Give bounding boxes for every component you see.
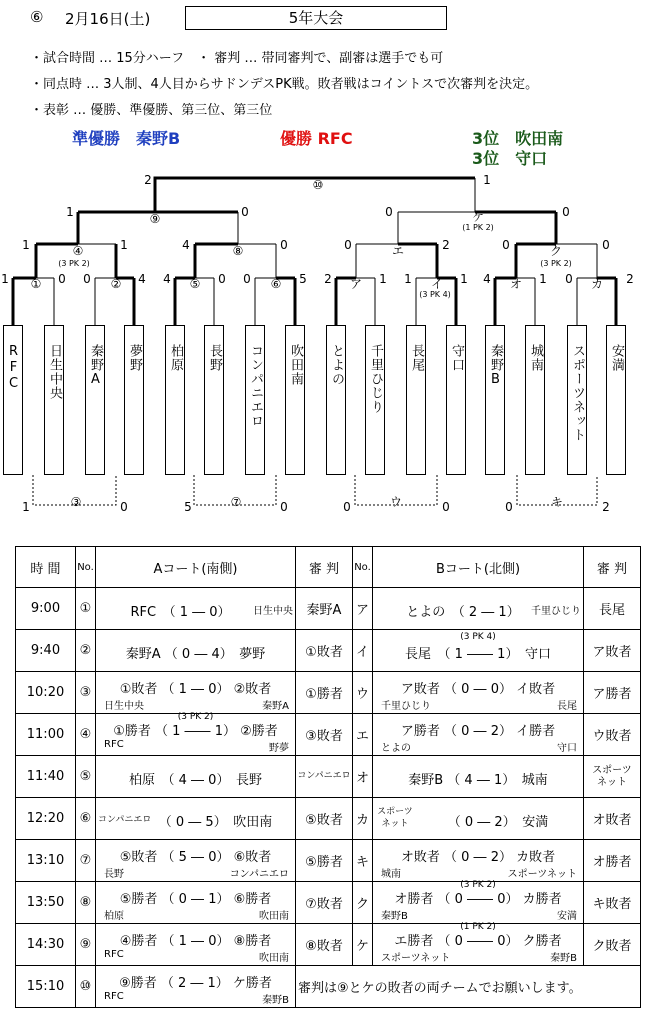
team-name: スポーツネット: [377, 807, 413, 829]
score: 4: [483, 272, 491, 286]
score: 0: [280, 238, 288, 252]
match-text: ⑤敗者 （ 5 ― 0） ⑥敗者: [119, 850, 272, 865]
score: 0: [442, 500, 450, 514]
table-row: [16, 840, 641, 882]
referee-b: 長尾: [584, 588, 641, 630]
row-no-b: ウ: [353, 672, 373, 714]
score: 2: [602, 500, 610, 514]
court-b-match: [373, 924, 584, 966]
row-no-b: エ: [353, 714, 373, 756]
pk-4: (3 PK 2): [58, 259, 90, 268]
row-time: 14:30: [16, 924, 76, 966]
court-b-match: [373, 672, 584, 714]
referee-a: コンパニエロ: [296, 756, 353, 798]
row-time: 12:20: [16, 798, 76, 840]
row-no-a: ⑥: [76, 798, 96, 840]
team-box: 秦野B: [485, 325, 505, 475]
team-name: 日生中央: [253, 606, 293, 617]
header-referee-b: 審 判: [584, 547, 641, 588]
team-name: 城南: [381, 869, 401, 880]
header-referee-a: 審 判: [296, 547, 353, 588]
team-name: 野夢: [269, 743, 289, 754]
court-a-match: [96, 840, 296, 882]
row-no-b: カ: [353, 798, 373, 840]
pk-result: (1 PK 2): [460, 922, 496, 932]
team-name: スポーツネット: [507, 869, 577, 880]
event-title: 5年大会: [185, 6, 447, 30]
row-time: 15:10: [16, 966, 76, 1008]
team-name: 日生中央: [104, 701, 144, 712]
match-text: ⑤勝者 （ 0 ― 1） ⑥勝者: [119, 892, 272, 907]
court-a-match: [96, 630, 296, 672]
header-court-b: Bコート(北側): [373, 547, 584, 588]
team-box: 秦野A: [85, 325, 105, 475]
table-row: [16, 756, 641, 798]
team-name: とよの: [381, 743, 411, 754]
match-8-label: ⑧: [232, 244, 244, 258]
header-no: No.: [76, 547, 96, 588]
row-no-b: ケ: [353, 924, 373, 966]
table-row: [16, 672, 641, 714]
row-time: 11:00: [16, 714, 76, 756]
court-a-match: [96, 672, 296, 714]
court-b-match: [373, 756, 584, 798]
team-name: 長野: [104, 869, 124, 880]
team-name: スポーツネット: [381, 953, 451, 964]
team-name: 守口: [557, 743, 577, 754]
score: 1: [460, 272, 468, 286]
match-10-label: ⑩: [312, 178, 324, 192]
team-name: コンパニエロ: [229, 869, 289, 880]
team-box: 長野: [204, 325, 224, 475]
header-court-a: Aコート(南側): [96, 547, 296, 588]
match-date: 2月16日(土): [65, 10, 151, 28]
score: 0: [565, 272, 573, 286]
match-4-label: ④: [72, 244, 84, 258]
match-3-label: ③: [70, 495, 82, 509]
referee-a: ③敗者: [296, 714, 353, 756]
match-number: ⑥: [30, 8, 44, 26]
match-7-label: ⑦: [230, 495, 242, 509]
third-place-1: 3位 吹田南: [472, 129, 564, 148]
row-no-a: ⑦: [76, 840, 96, 882]
score: 0: [602, 238, 610, 252]
team-name: RFC: [104, 739, 124, 750]
court-a-match: [96, 882, 296, 924]
match-text: ア勝者 （ 0 ― 2） イ勝者: [400, 724, 556, 739]
team-box: 吹田南: [285, 325, 305, 475]
score: 1: [66, 205, 74, 219]
match-ki-label: キ: [550, 495, 564, 509]
score: 0: [502, 238, 510, 252]
referee-a: ⑦敗者: [296, 882, 353, 924]
score: 2: [144, 173, 152, 187]
court-b-match: [373, 798, 584, 840]
team-name: 吹田南: [259, 911, 289, 922]
team-name: 秦野B: [550, 953, 577, 964]
score: 0: [505, 500, 513, 514]
match-text: ア敗者 （ 0 ― 0） イ敗者: [400, 682, 556, 697]
match-ku-label: ク: [549, 244, 563, 258]
match-5-label: ⑤: [189, 277, 201, 291]
row-time: 10:20: [16, 672, 76, 714]
match-1-label: ①: [30, 277, 42, 291]
match-i-label: イ: [430, 277, 444, 291]
court-b-match: [373, 588, 584, 630]
team-box: 守口: [446, 325, 466, 475]
score: 0: [562, 205, 570, 219]
court-a-match: [96, 588, 296, 630]
pk-result: (3 PK 2): [177, 712, 214, 722]
score: 2: [626, 272, 634, 286]
referee-b: ア敗者: [584, 630, 641, 672]
score: 5: [299, 272, 307, 286]
court-a-match: [96, 798, 296, 840]
score: 0: [280, 500, 288, 514]
match-text: とよの （ 2 ― 1）: [406, 605, 520, 620]
score: 0: [243, 272, 251, 286]
score: 1: [120, 238, 128, 252]
score: 1: [483, 173, 491, 187]
score: 4: [182, 238, 190, 252]
team-name: RFC: [104, 949, 124, 960]
team-box: とよの: [326, 325, 346, 475]
match-text: ④勝者 （ 1 ― 0） ⑧勝者: [119, 934, 272, 949]
referee-b: ア勝者: [584, 672, 641, 714]
pk-result: (3 PK 2): [460, 880, 496, 890]
match-text: 秦野A （ 0 ― 4） 夢野: [125, 647, 266, 662]
score: 0: [343, 500, 351, 514]
row-no-a: ⑩: [76, 966, 96, 1008]
score: 4: [163, 272, 171, 286]
row-time: 11:40: [16, 756, 76, 798]
match-a-label: ア: [349, 277, 363, 291]
match-text: RFC （ 1 ― 0）: [130, 605, 231, 620]
table-row: [16, 798, 641, 840]
court-a-match: [96, 756, 296, 798]
row-no-b: キ: [353, 840, 373, 882]
match-text: ⑨勝者 （ 2 ― 1） ケ勝者: [119, 976, 272, 991]
score: 0: [218, 272, 226, 286]
referee-a: ①勝者: [296, 672, 353, 714]
score: 1: [379, 272, 387, 286]
referee-b: オ勝者: [584, 840, 641, 882]
team-box: 安満: [606, 325, 626, 475]
match-text: エ勝者 （ 0 ―― 0） ク勝者: [394, 934, 562, 949]
score: 2: [442, 238, 450, 252]
rule-time: ・試合時間 … 15分ハーフ ・ 審判 … 帯同審判で、副審は選手でも可: [30, 51, 444, 66]
team-name: 安満: [557, 911, 577, 922]
match-o-label: オ: [509, 277, 523, 291]
team-name: 吹田南: [259, 953, 289, 964]
match-text: 柏原 （ 4 ― 0） 長野: [129, 773, 262, 788]
table-row: [16, 966, 641, 1008]
referee-note: 審判は⑨とケの敗者の両チームでお願いします。: [296, 966, 641, 1008]
team-name: RFC: [104, 991, 124, 1002]
team-box: 夢野: [124, 325, 144, 475]
match-text: オ敗者 （ 0 ― 2） カ敗者: [400, 850, 556, 865]
team-box: コンパニエロ: [245, 325, 265, 475]
pk-i: (3 PK 4): [419, 290, 451, 299]
team-name: コンパニエロ: [98, 815, 152, 825]
table-row: [16, 882, 641, 924]
referee-a: ⑧敗者: [296, 924, 353, 966]
match-text: （ 0 ― 5） 吹田南: [158, 815, 273, 830]
row-time: 9:40: [16, 630, 76, 672]
team-name: 秦野B: [381, 911, 408, 922]
referee-b: キ敗者: [584, 882, 641, 924]
score: 0: [344, 238, 352, 252]
score: 4: [138, 272, 146, 286]
match-9-label: ⑨: [149, 212, 161, 226]
header-time: 時 間: [16, 547, 76, 588]
score: 0: [241, 205, 249, 219]
referee-b: スポーツネット: [584, 756, 641, 798]
header-no-b: No.: [353, 547, 373, 588]
team-name: 千里ひじり: [381, 701, 431, 712]
row-time: 9:00: [16, 588, 76, 630]
match-2-label: ②: [110, 277, 122, 291]
score: 1: [539, 272, 547, 286]
court-a-match: [96, 714, 296, 756]
match-text: ①敗者 （ 1 ― 0） ②敗者: [119, 682, 272, 697]
court-b-match: [373, 882, 584, 924]
row-no-a: ③: [76, 672, 96, 714]
team-box: 城南: [525, 325, 545, 475]
team-name: 柏原: [104, 911, 124, 922]
rule-tie: ・同点時 … 3人制、4人目からサドンデスPK戦。敗者戦はコイントスで次審判を決定。: [30, 77, 539, 92]
row-no-a: ①: [76, 588, 96, 630]
team-name: 千里ひじり: [531, 606, 581, 617]
match-text: 秦野B （ 4 ― 1） 城南: [408, 773, 548, 788]
team-box: RFC: [3, 325, 23, 475]
row-no-b: イ: [353, 630, 373, 672]
table-row: [16, 630, 641, 672]
winner-label: 優勝 RFC: [280, 129, 353, 148]
row-no-a: ⑧: [76, 882, 96, 924]
team-box: 柏原: [165, 325, 185, 475]
court-b-match: [373, 714, 584, 756]
table-header-row: [16, 547, 641, 588]
team-name: 秦野B: [262, 995, 289, 1006]
match-text: ①勝者 （ 1 ―― 1） ②勝者: [113, 724, 278, 739]
row-time: 13:50: [16, 882, 76, 924]
score: 2: [324, 272, 332, 286]
match-text: 長尾 （ 1 ―― 1） 守口: [405, 647, 551, 662]
team-name: 秦野A: [262, 701, 289, 712]
referee-a: ①敗者: [296, 630, 353, 672]
match-u-label: ウ: [389, 495, 403, 509]
pk-ku: (3 PK 2): [540, 259, 572, 268]
pk-ke: (1 PK 2): [462, 223, 494, 232]
referee-b: ウ敗者: [584, 714, 641, 756]
score: 1: [404, 272, 412, 286]
row-no-b: ア: [353, 588, 373, 630]
team-box: 千里ひじり: [365, 325, 385, 475]
match-text: （ 0 ― 2） 安満: [447, 815, 549, 830]
score: 1: [22, 238, 30, 252]
court-a-match: [96, 924, 296, 966]
row-no-b: ク: [353, 882, 373, 924]
row-no-a: ④: [76, 714, 96, 756]
runner-up-label: 準優勝 秦野B: [72, 129, 181, 148]
row-no-a: ⑨: [76, 924, 96, 966]
score: 1: [22, 500, 30, 514]
referee-b: ク敗者: [584, 924, 641, 966]
match-text: オ勝者 （ 0 ―― 0） カ勝者: [394, 892, 562, 907]
referee-a: 秦野A: [296, 588, 353, 630]
court-b-match: [373, 630, 584, 672]
score: 0: [120, 500, 128, 514]
team-box: スポーツネット: [567, 325, 587, 475]
referee-b: オ敗者: [584, 798, 641, 840]
match-6-label: ⑥: [270, 277, 282, 291]
row-time: 13:10: [16, 840, 76, 882]
score: 0: [385, 205, 393, 219]
match-e-label: エ: [391, 244, 405, 258]
referee-a: ⑤勝者: [296, 840, 353, 882]
schedule-table: [15, 546, 641, 1008]
table-row: [16, 714, 641, 756]
table-row: [16, 588, 641, 630]
court-b-match: [373, 840, 584, 882]
pk-result: (3 PK 4): [460, 632, 496, 642]
referee-a: ⑤敗者: [296, 798, 353, 840]
rule-award: ・表彰 … 優勝、準優勝、第三位、第三位: [30, 103, 273, 118]
team-box: 長尾: [406, 325, 426, 475]
row-no-a: ⑤: [76, 756, 96, 798]
row-no-a: ②: [76, 630, 96, 672]
match-ke-label: ケ: [471, 210, 485, 224]
score: 1: [1, 272, 9, 286]
score: 0: [58, 272, 66, 286]
team-box: 日生中央: [44, 325, 64, 475]
row-no-b: オ: [353, 756, 373, 798]
match-ka-label: カ: [590, 277, 604, 291]
third-place-2: 3位 守口: [472, 149, 548, 168]
score: 0: [83, 272, 91, 286]
court-a-match: [96, 966, 296, 1008]
score: 5: [184, 500, 192, 514]
team-name: 長尾: [557, 701, 577, 712]
table-row: [16, 924, 641, 966]
